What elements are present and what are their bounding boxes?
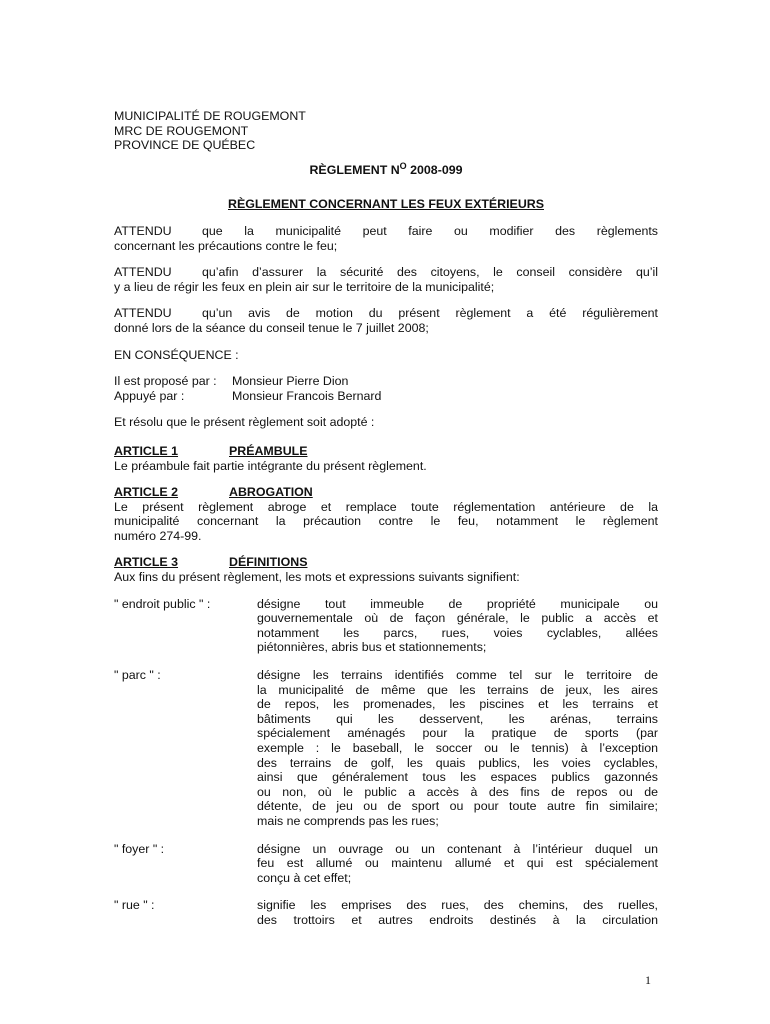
header-line: MUNICIPALITÉ DE ROUGEMONT [114,109,306,123]
definition-rue [114,898,658,927]
definition-line: des terrains de golf, les quais publics, les voies cyclables, [257,755,658,770]
municipality-header [114,109,658,153]
document-body [114,109,658,941]
regulation-subtitle: RÈGLEMENT CONCERNANT LES FEUX EXTÉRIEURS [228,197,544,212]
definition-term: " foyer " : [114,841,165,856]
page-number: 1 [645,973,651,987]
article-title: PRÉAMBULE [229,443,308,458]
header-line: MRC DE ROUGEMONT [114,123,249,138]
definition-term: " parc " : [114,668,161,683]
attendu-text: qu’afin d’assurer la sécurité des citoyens, le conseil considère qu’il [202,265,658,280]
article-text: numéro 274-99. [114,528,202,543]
definition-foyer [114,842,658,886]
proposed-label: Il est proposé par : [114,374,217,389]
definition-text [257,668,658,829]
article-heading [114,444,658,459]
attendu-label: ATTENDU [114,223,172,238]
definition-line: la municipalité de même que les terrains de jeux, les aires [257,682,658,697]
article-text: Le préambule fait partie intégrante du présent règlement. [114,458,427,473]
attendu-continuation: y a lieu de régir les feux en plein air sur le territoire de la municipalité; [114,279,495,294]
regulation-title [114,160,658,178]
attendu-line [114,224,658,239]
attendu-label: ATTENDU [114,265,172,280]
article-text: municipalité concernant la précaution contre le feu, notamment le règlement [114,514,658,529]
definition-line: ainsi que généralement tous les espaces publics gazonnés [257,770,658,785]
definition-line: désigne tout immeuble de propriété municipale ou [257,596,658,611]
definition-line: piétonnières, abris bus et stationnements; [257,640,487,655]
resolution-text: Et résolu que le présent règlement soit adopté : [114,415,375,430]
consequence-heading: EN CONSÉQUENCE : [114,347,239,362]
article-3 [114,555,658,584]
definition-term: " endroit public " : [114,596,211,611]
definition-line: des trottoirs et autres endroits destinés à la circulation [257,912,658,927]
seconded-label: Appuyé par : [114,388,185,403]
article-text: Le présent règlement abroge et remplace toute réglementation antérieure de la [114,499,658,514]
definition-line: détente, de jeu ou de sport ou pour toute autre fin similaire; [257,799,658,814]
proposal-block [114,374,658,403]
definition-line: de repos, les promenades, les piscines et les terrains et [257,697,658,712]
title-number: 2008-099 [406,162,463,177]
article-text: Aux fins du présent règlement, les mots et expressions suivants signifient: [114,570,520,585]
definition-parc [114,668,658,829]
attendu-text: que la municipalité peut faire ou modifier des règlements [202,223,658,238]
definition-text [257,597,658,655]
attendu-label: ATTENDU [114,306,172,321]
definition-line: signifie les emprises des rues, des chemins, des ruelles, [257,898,658,913]
attendu-continuation: concernant les précautions contre le feu; [114,238,338,253]
attendu-paragraph [114,306,658,335]
article-2 [114,485,658,543]
definition-term: " rue " : [114,898,155,913]
proposed-by: Monsieur Pierre Dion [232,374,349,389]
proposed-row [114,374,658,389]
article-number: ARTICLE 2 [114,485,179,500]
attendu-line [114,306,658,321]
definition-line: notamment les parcs, rues, voies cyclables, allées [257,625,658,640]
attendu-paragraph [114,224,658,253]
definition-text [257,898,658,927]
article-number: ARTICLE 1 [114,443,179,458]
definition-line: désigne les terrains identifiés comme tel sur le territoire de [257,668,658,683]
article-title: DÉFINITIONS [229,555,308,570]
article-1 [114,444,658,473]
article-number: ARTICLE 3 [114,555,179,570]
definition-text [257,842,658,886]
attendu-text: qu’un avis de motion du présent règlement a été régulièrement [202,306,658,321]
definition-line: bâtiments qui les desservent, les arénas, terrains [257,711,658,726]
definition-line: désigne un ouvrage ou un contenant à l’intérieur duquel un [257,841,658,856]
article-heading [114,555,658,570]
title-prefix: RÈGLEMENT N [309,162,400,177]
definition-line: ou non, où le public a accès à des fins de repos ou de [257,784,658,799]
attendu-paragraph [114,265,658,294]
header-line: PROVINCE DE QUÉBEC [114,138,256,153]
definition-line: feu est allumé ou maintenu allumé et qui est spécialement [257,856,658,871]
title-sup: O [399,160,407,171]
definition-line: exemple : le baseball, le soccer ou le tennis) à l’exception [257,741,658,755]
definition-endroit-public [114,597,658,655]
definition-line: gouvernementale où de façon générale, le public a accès et [257,611,658,626]
seconded-row [114,389,658,404]
article-title: ABROGATION [229,485,313,500]
definition-line: spécialement aménagés pour la pratique de sports (par [257,726,658,741]
seconded-by: Monsieur Francois Bernard [232,388,382,403]
attendu-continuation: donné lors de la séance du conseil tenue le 7 juillet 2008; [114,320,429,335]
attendu-line [114,265,658,280]
definition-line: mais ne comprends pas les rues; [257,813,439,828]
definition-line: conçu à cet effet; [257,870,352,885]
article-heading [114,485,658,500]
